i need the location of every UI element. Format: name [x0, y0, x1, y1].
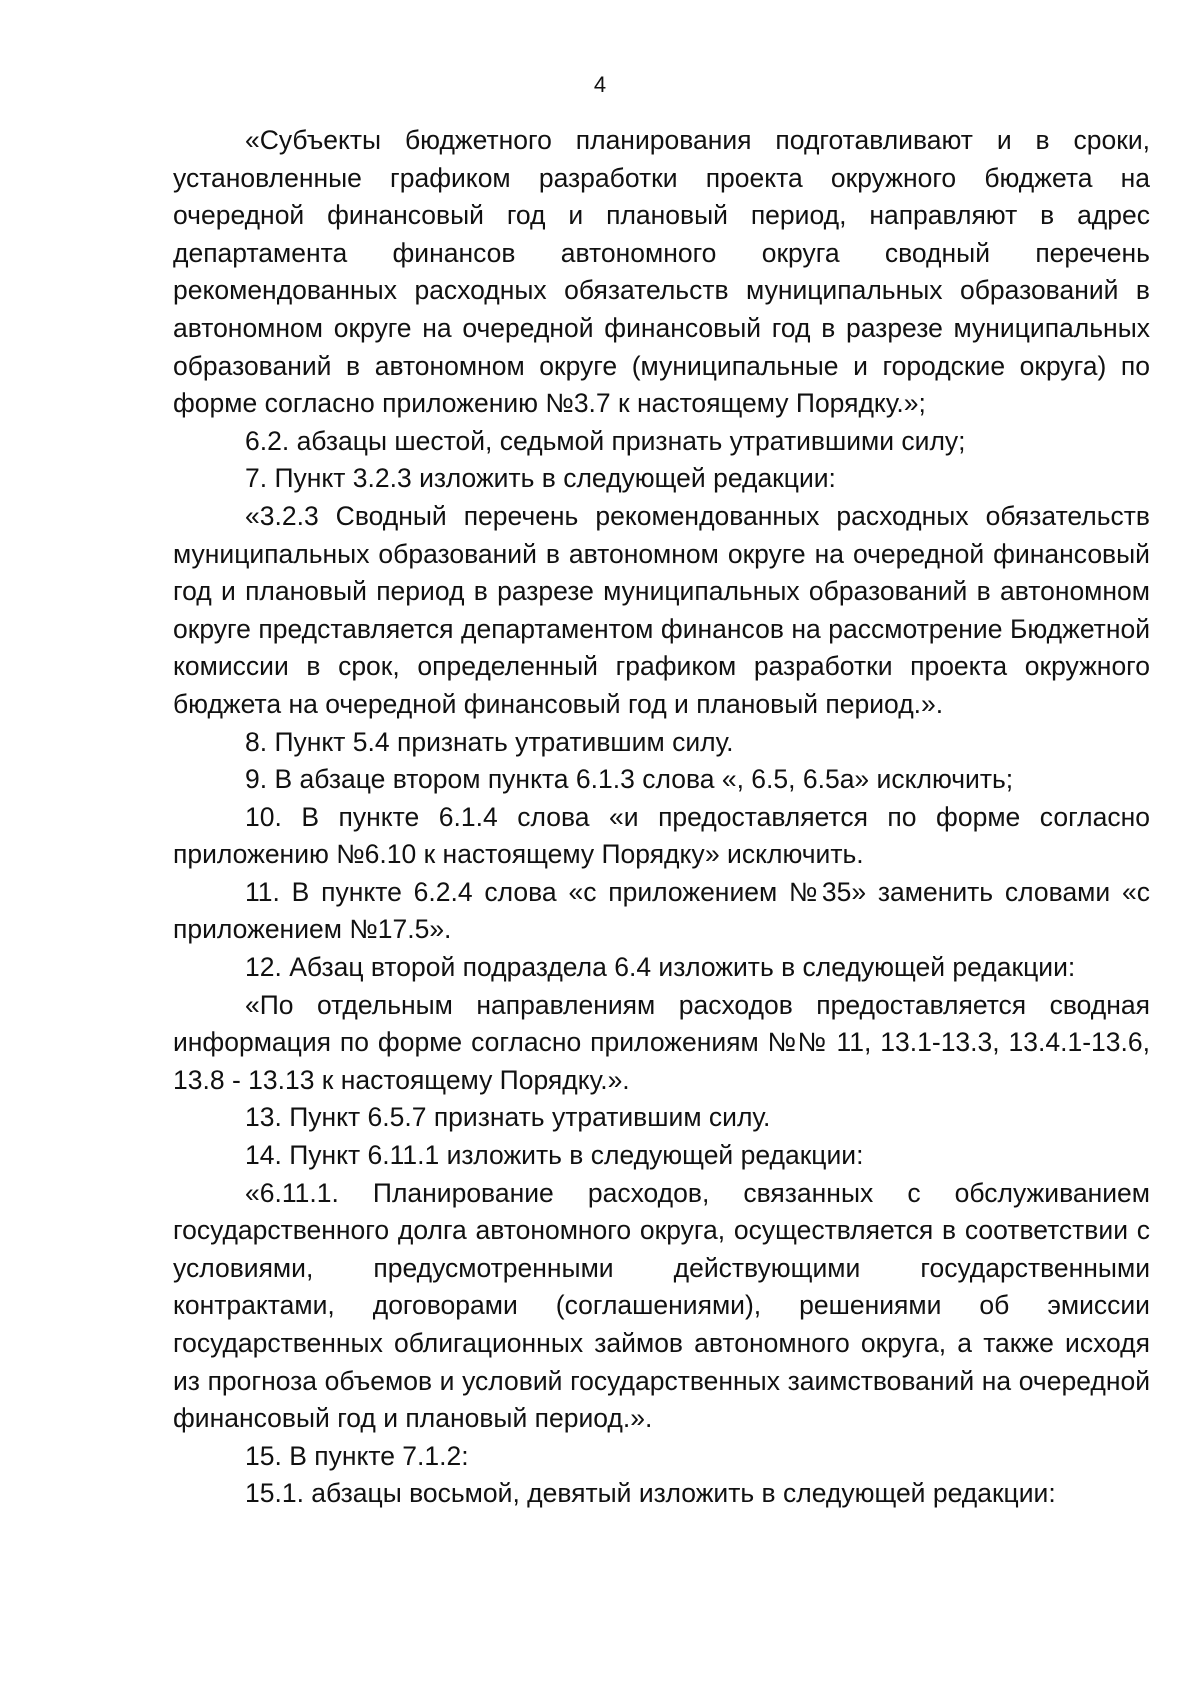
document-body	[173, 122, 1150, 1513]
page-number: 4	[593, 72, 607, 97]
paragraph: 7. Пункт 3.2.3 изложить в следующей редакции:	[245, 463, 836, 494]
paragraph: «По отдельным направлениям расходов предоставляется сводная информация по форме согласно приложениям №№ 11, 13.1-13.3, 13.4.1-13.6, 13.8 - 13.13 к настоящему Порядку.».	[173, 989, 1150, 1095]
paragraph: 13. Пункт 6.5.7 признать утратившим силу.	[245, 1102, 771, 1133]
paragraph: 6.2. абзацы шестой, седьмой признать утратившими силу;	[245, 425, 966, 456]
paragraph: 10. В пункте 6.1.4 слова «и предоставляется по форме согласно приложению №6.10 к настоящему Порядку» исключить.	[173, 801, 1150, 870]
paragraph: 14. Пункт 6.11.1 изложить в следующей редакции:	[245, 1140, 864, 1171]
paragraph: «Субъекты бюджетного планирования подготавливают и в сроки, установленные графиком разработки проекта окружного бюджета на очередной финансовый год и плановый период, направляют в адрес департамента финансов автономного округа сводный перечень рекомендованных расходных обязательств муниципальных образований в автономном округе на очередной финансовый год в разрезе муниципальных образований в автономном округе (муниципальные и городские округа) по форме согласно приложению №3.7 к настоящему Порядку.»;	[173, 125, 1150, 419]
paragraph: 12. Абзац второй подраздела 6.4 изложить в следующей редакции:	[245, 952, 1076, 983]
paragraph: «6.11.1. Планирование расходов, связанных с обслуживанием государственного долга автономного округа, осуществляется в соответствии с условиями, предусмотренными действующими государственными контрактами, договорами (соглашениями), решениями об эмиссии государственных облигационных займов автономного округа, а также исходя из прогноза объемов и условий государственных заимствований на очередной финансовый год и плановый период.».	[173, 1177, 1150, 1434]
paragraph: 9. В абзаце втором пункта 6.1.3 слова «, 6.5, 6.5а» исключить;	[245, 764, 1014, 795]
paragraph: 8. Пункт 5.4 признать утратившим силу.	[245, 726, 734, 757]
paragraph: 15. В пункте 7.1.2:	[245, 1440, 469, 1471]
paragraph: «3.2.3 Сводный перечень рекомендованных расходных обязательств муниципальных образований в автономном округе на очередной финансовый год и плановый период в разрезе муниципальных образований в автономном округе представляется департаментом финансов на рассмотрение Бюджетной комиссии в срок, определенный графиком разработки проекта окружного бюджета на очередной финансовый год и плановый период.».	[173, 500, 1150, 719]
paragraph: 15.1. абзацы восьмой, девятый изложить в следующей редакции:	[245, 1478, 1056, 1509]
paragraph: 11. В пункте 6.2.4 слова «с приложением №35» заменить словами «с приложением №17.5».	[173, 876, 1150, 945]
